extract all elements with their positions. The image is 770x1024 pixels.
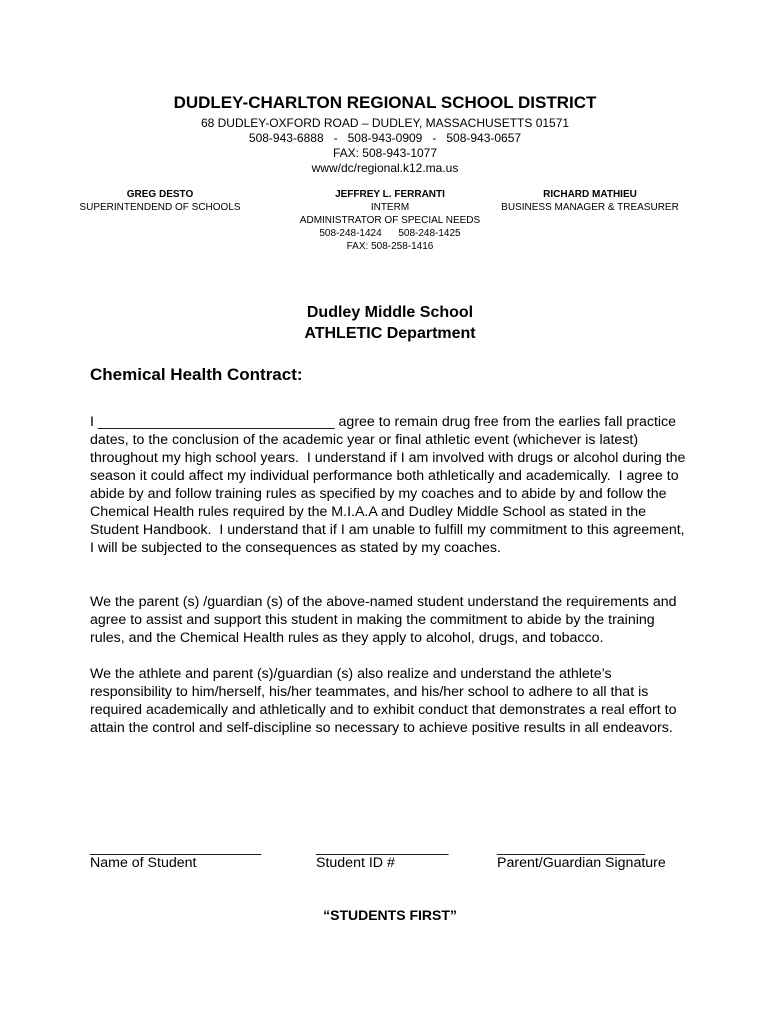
contract-paragraph-1: I ______________________________ agree to remain drug free from the earlies fall practice dates, to the conclusion of the academic year or final athletic event (whichever is latest) throughout my high school years. I understand if I am involved with drugs or alcohol during the season it could affect my individual performance both athletically and academically. I agree to abide by and follow training rules as specified by my coaches and to abide by and follow the Chemical Health rules required by the M.I.A.A and Dudley Middle School as stated in the Student Handbook. I understand that if I am unable to fulfill my commitment to this agreement, I will be subjected to the consequences as stated by my coaches.: [90, 414, 690, 556]
contract-title: Chemical Health Contract:: [90, 365, 303, 384]
staff-business-manager: [485, 188, 695, 214]
staff-name: JEFFREY L. FERRANTI: [335, 189, 445, 200]
district-phones: 508-943-6888 - 508-943-0909 - 508-943-0657: [248, 131, 522, 145]
staff-special-needs: [260, 188, 520, 253]
district-website: www/dc/regional.k12.ma.us: [311, 161, 459, 175]
footer-motto: “STUDENTS FIRST”: [323, 907, 457, 923]
staff-name: RICHARD MATHIEU: [543, 189, 637, 200]
district-title: DUDLEY-CHARLTON REGIONAL SCHOOL DISTRICT: [173, 93, 597, 112]
staff-title: SUPERINTENDEND OF SCHOOLS: [79, 202, 241, 213]
staff-title: INTERM: [370, 202, 410, 213]
parent-signature-label: Parent/Guardian Signature: [497, 855, 666, 871]
staff-name: GREG DESTO: [126, 189, 194, 200]
department-name: ATHLETIC Department: [304, 325, 476, 342]
student-name-line[interactable]: ______________________: [90, 839, 262, 855]
student-id-line[interactable]: _________________: [316, 839, 449, 855]
staff-title: ADMINISTRATOR OF SPECIAL NEEDS: [299, 215, 481, 226]
staff-fax: FAX: 508-258-1416: [346, 241, 434, 252]
school-name: Dudley Middle School: [306, 304, 474, 321]
district-fax: FAX: 508-943-1077: [332, 146, 438, 160]
staff-phones: 508-248-1424 508-248-1425: [319, 228, 461, 239]
student-name-label: Name of Student: [90, 855, 197, 871]
staff-title: BUSINESS MANAGER & TREASURER: [501, 202, 679, 213]
student-id-label: Student ID #: [316, 855, 395, 871]
staff-superintendent: [60, 188, 260, 214]
contract-paragraph-2: We the parent (s) /guardian (s) of the above-named student understand the requirements and agree to assist and support this student in making the commitment to abide by the training rules, and the Chemical Health rules as they apply to alcohol, drugs, and tobacco.: [90, 594, 677, 646]
contract-paragraph-3: We the athlete and parent (s)/guardian (s) also realize and understand the athlete’s responsibility to him/herself, his/her teammates, and his/her school to adhere to all that is required academically and athletically and to exhibit conduct that demonstrates a real effort to attain the control and self-discipline so necessary to achieve positive results in all endeavors.: [90, 666, 677, 736]
parent-signature-line[interactable]: ___________________: [497, 839, 645, 855]
district-address: 68 DUDLEY-OXFORD ROAD – DUDLEY, MASSACHUSETTS 01571: [200, 116, 570, 130]
